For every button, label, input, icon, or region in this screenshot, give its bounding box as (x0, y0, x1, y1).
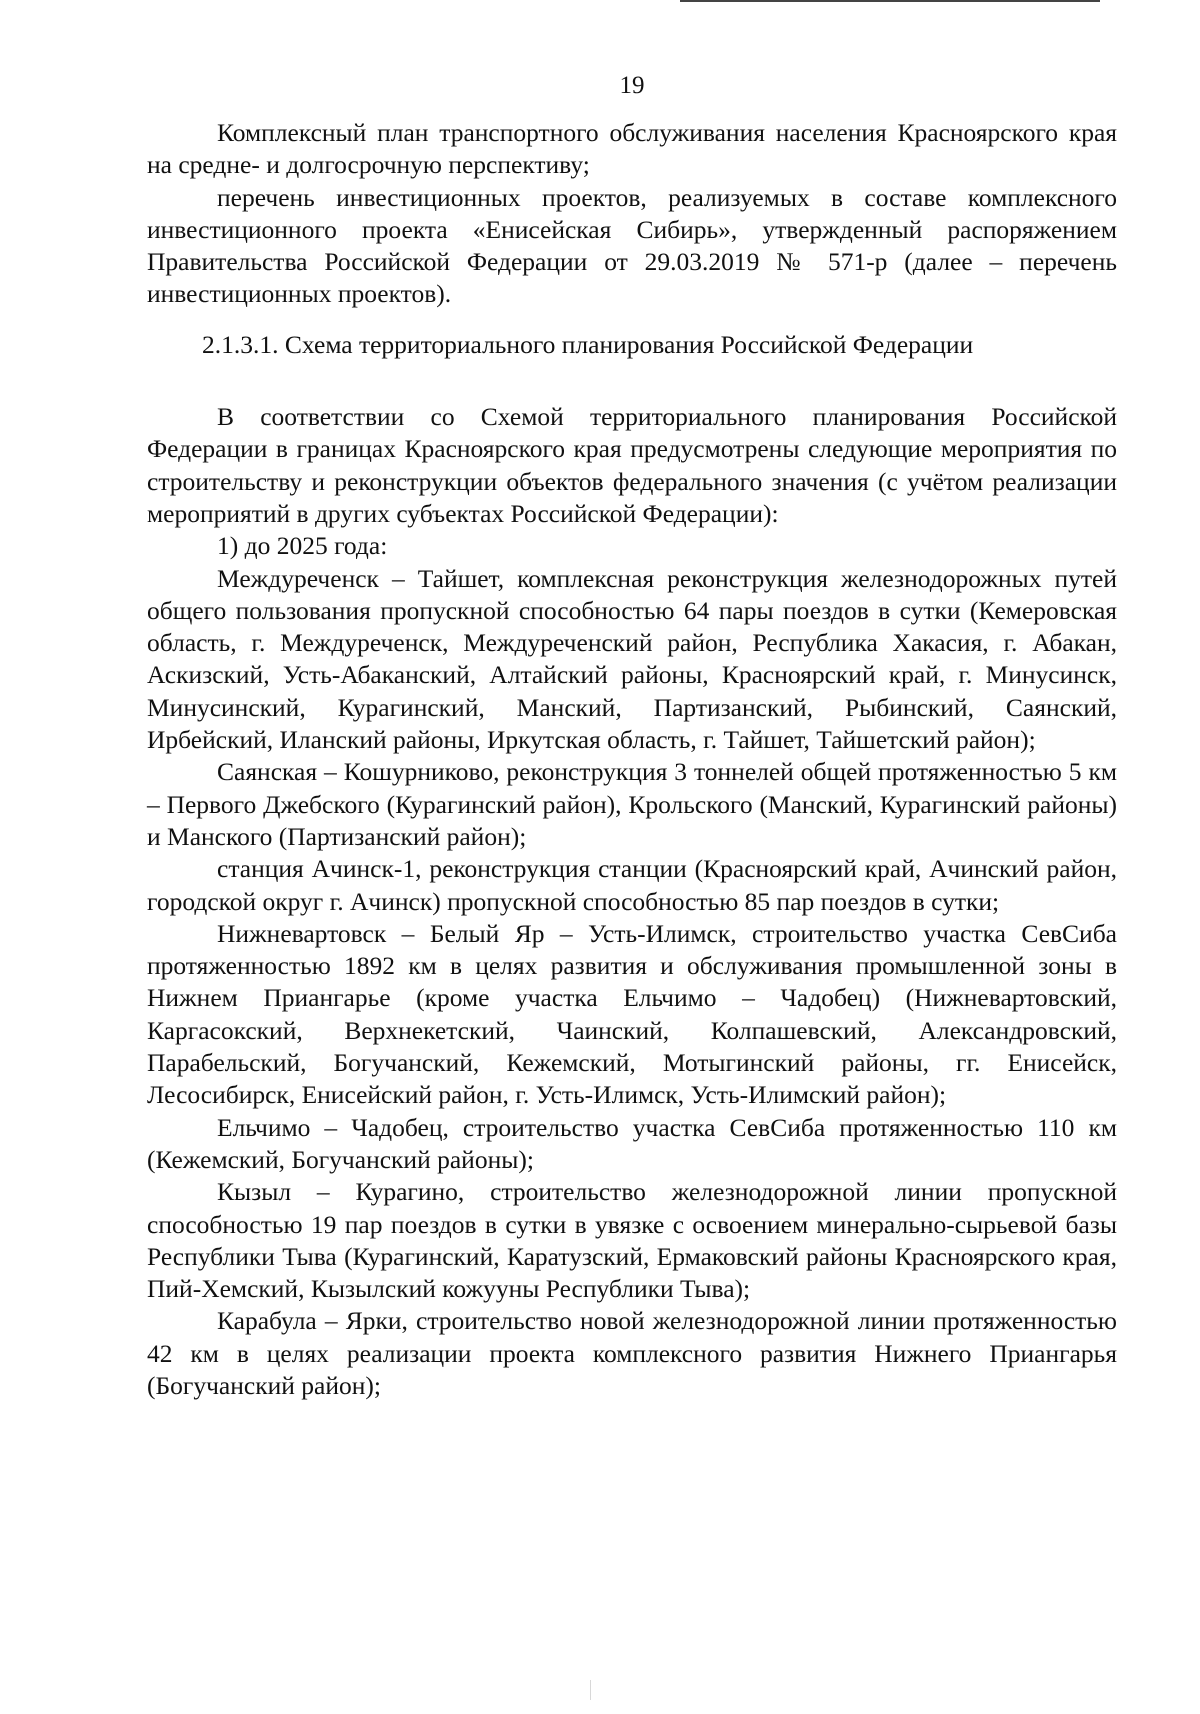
top-edge-rule (680, 0, 1100, 2)
paragraph-investment-list: перечень инвестиционных проектов, реализуемых в составе комплексного инвестиционного проекта «Енисейская Сибирь», утвержденный распоряжением Правительства Российской Федерации от 29.03.2019 № 571-р (далее – перечень инвестиционных проектов). (147, 182, 1117, 309)
paragraph-intro: В соответствии со Схемой территориального планирования Российской Федерации в границах Красноярского края предусмотрены следующие мероприятия по строительству и реконструкции объектов федерального значения (с учётом реализации мероприятий в других субъектах Российской Федерации): (147, 402, 1117, 528)
paragraph-nizhnevartovsk-ust-ilimsk: Нижневартовск – Белый Яр – Усть-Илимск, строительство участка СевСиба протяженностью 1892 км в целях развития и обслуживания промышленной зоны в Нижнем Приангарье (кроме участка Ельчимо – Чадобец) (Нижневартовский, Каргасокский, Верхнекетский, Чаинский, Колпашевский, Александровский, Парабельский, Богучанский, Кежемский, Мотыгинский районы, гг. Енисейск, Лесосибирск, Енисейский район, г. Усть-Илимск, Усть-Илимский район); (147, 918, 1117, 1110)
paragraph-transport-plan: Комплексный план транспортного обслуживания населения Красноярского края на средне- и долгосрочную перспективу; (147, 118, 1117, 180)
document-body (147, 117, 1117, 1402)
list-item-until-2025: 1) до 2025 года: (217, 531, 388, 561)
paragraph-elchimo-chadobets: Ельчимо – Чадобец, строительство участка СевСиба протяженностью 110 км (Кежемский, Богучанский районы); (147, 1112, 1117, 1174)
paragraph-karabula-yarki: Карабула – Ярки, строительство новой железнодорожной линии протяженностью 42 км в целях реализации проекта комплексного развития Нижнего Приангарья (Богучанский район); (147, 1306, 1117, 1400)
paragraph-sayanskaya-koshurnikovo: Саянская – Кошурниково, реконструкция 3 тоннелей общей протяженностью 5 км – Первого Джебского (Курагинский район), Крольского (Манский, Курагинский районы) и Манского (Партизанский район); (147, 757, 1117, 851)
page-number: 19 (619, 72, 645, 99)
paragraph-mezhdurechensk-taishet: Междуреченск – Тайшет, комплексная реконструкция железнодорожных путей общего пользования пропускной способностью 64 пары поездов в сутки (Кемеровская область, г. Междуреченск, Междуреченский район, Республика Хакасия, г. Абакан, Аскизский, Усть-Абаканский, Алтайский районы, Красноярский край, г. Минусинск, Минусинский, Курагинский, Манский, Партизанский, Рыбинский, Саянский, Ирбейский, Иланский районы, Иркутская область, г. Тайшет, Тайшетский район); (147, 563, 1117, 755)
paragraph-kyzyl-kuragino: Кызыл – Курагино, строительство железнодорожной линии пропускной способностью 19 пар поездов в сутки в увязке с освоением минерально-сырьевой базы Республики Тыва (Курагинский, Каратузский, Ермаковский районы Красноярского края, Пий-Хемский, Кызылский кожууны Республики Тыва); (147, 1177, 1117, 1304)
paragraph-achinsk-station: станция Ачинск-1, реконструкция станции (Красноярский край, Ачинский район, городской округ г. Ачинск) пропускной способностью 85 пар поездов в сутки; (147, 854, 1117, 916)
section-heading: 2.1.3.1. Схема территориального планирования Российской Федерации (202, 329, 974, 359)
scan-artifact-mark (590, 1680, 591, 1700)
